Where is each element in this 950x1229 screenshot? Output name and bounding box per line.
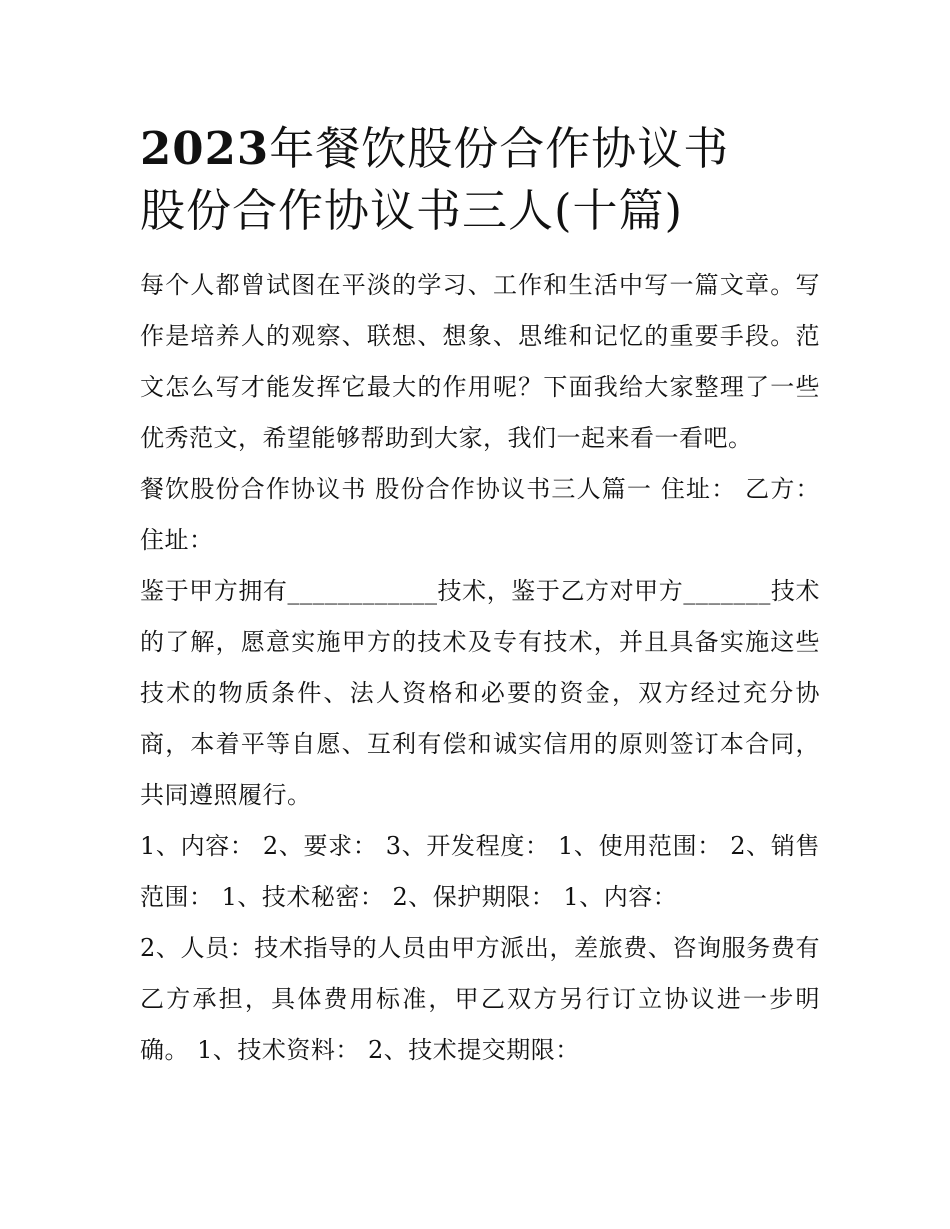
preamble-paragraph: 鉴于甲方拥有____________技术，鉴于乙方对甲方_______技术的了解，愿意实施甲方的技术及专有技术，并且具备实施这些技术的物质条件、法人资格和必要的资金，双方经过充分协商，本着平等自愿、互利有偿和诚实信用的原则签订本合同，共同遵照履行。 (140, 577, 820, 809)
document-title (140, 118, 820, 180)
title-text: 年餐饮股份合作协议书 (269, 122, 730, 175)
clauses-paragraph: 1、内容： 2、要求： 3、开发程度： 1、使用范围： 2、销售范围： 1、技术秘密： 2、保护期限： 1、内容： (140, 832, 820, 911)
personnel-paragraph: 2、人员：技术指导的人员由甲方派出，差旅费、咨询服务费有乙方承担，具体费用标准，甲乙双方另行订立协议进一步明确。 1、技术资料： 2、技术提交期限： (140, 934, 820, 1064)
intro-paragraph: 每个人都曾试图在平淡的学习、工作和生活中写一篇文章。写作是培养人的观察、联想、想象、思维和记忆的重要手段。范文怎么写才能发挥它最大的作用呢？下面我给大家整理了一些优秀范文，希望能够帮助到大家，我们一起来看一看吧。 (140, 271, 820, 452)
heading-paragraph: 餐饮股份合作协议书 股份合作协议书三人篇一 住址： 乙方：住址： (140, 475, 820, 554)
title-year: 2023 (140, 122, 270, 175)
document-subtitle: 股份合作协议书三人(十篇) (140, 184, 684, 237)
document-body (140, 118, 820, 1076)
